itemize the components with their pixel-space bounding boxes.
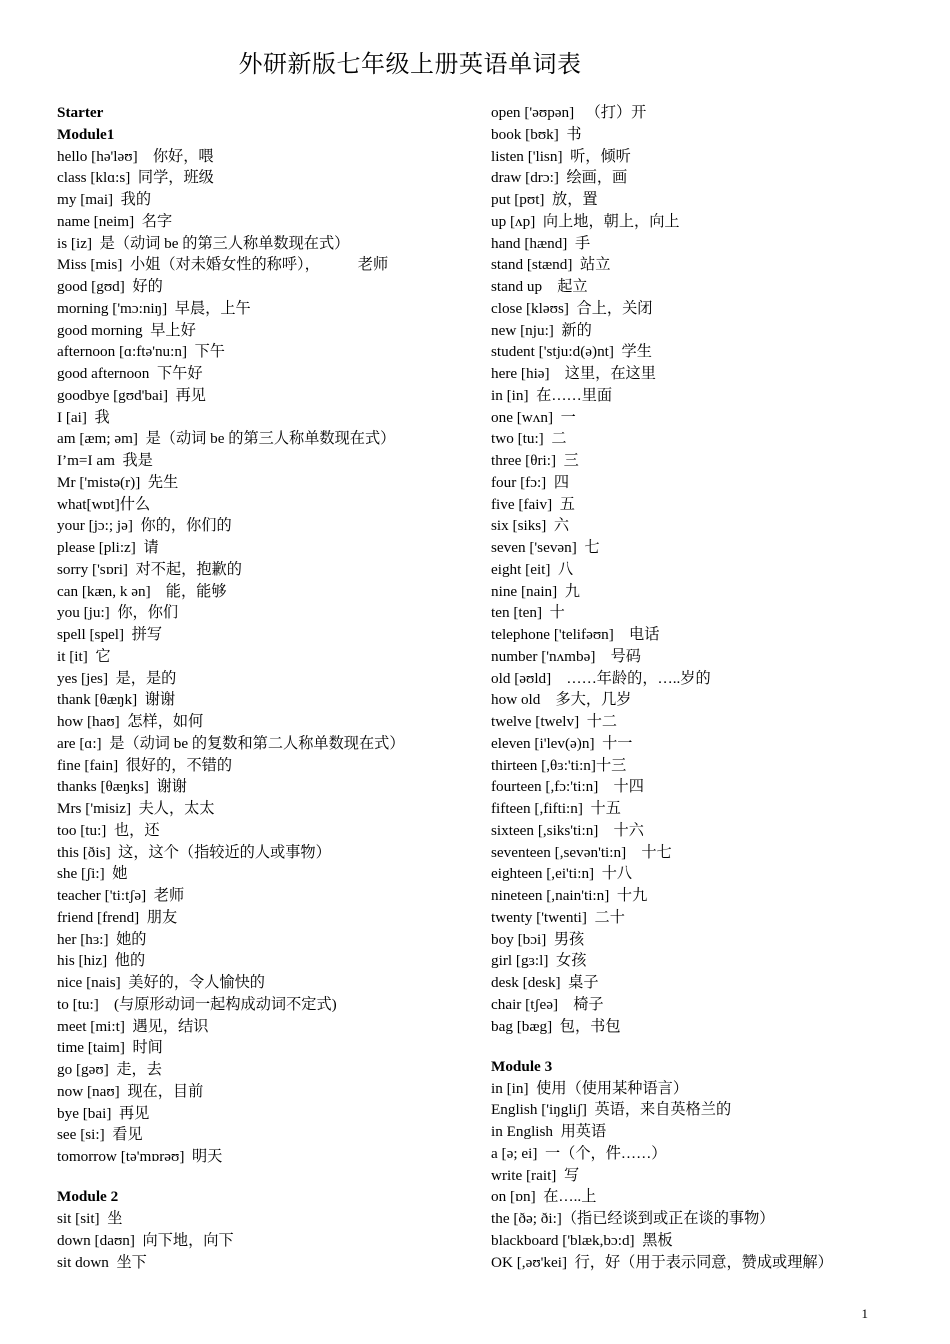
vocabulary-entry: she [ʃi:] 她 [57, 865, 128, 883]
vocabulary-entry: hand [hænd] 手 [491, 234, 591, 252]
vocabulary-entry: go [gəʊ] 走，去 [57, 1061, 162, 1078]
vocabulary-entry: draw [drɔ:] 绘画，画 [491, 169, 628, 187]
vocabulary-entry: a [ə; ei] 一（个，件……） [491, 1144, 667, 1162]
vocabulary-entry: are [ɑ:] 是（动词 be 的复数和第二人称单数现在式） [57, 734, 405, 752]
vocabulary-entry: I [ai] 我 [57, 408, 110, 426]
vocabulary-entry: I’m=I am 我是 [57, 452, 153, 469]
section-gap [491, 1037, 936, 1056]
vocabulary-entry: telephone ['telifəʊn] 电话 [491, 626, 660, 643]
vocabulary-entry: nice [nais] 美好的，令人愉快的 [57, 974, 265, 991]
vocabulary-entry: twelve [twelv] 十二 [491, 713, 618, 730]
vocabulary-entry: to [tu:] (与原形动词一起构成动词不定式) [57, 995, 337, 1013]
module-heading: Starter [57, 104, 104, 121]
vocabulary-entry: Miss [mis] 小姐（对未婚女性的称呼）， 老师 [57, 256, 389, 274]
vocabulary-entry: stand up 起立 [491, 278, 588, 295]
vocabulary-entry: thirteen [,θɜ:'ti:n]十三 [491, 756, 627, 774]
module-heading: Module1 [57, 125, 115, 143]
left-word-column [57, 102, 477, 1273]
vocabulary-entry: am [æm; əm] 是（动词 be 的第三人称单数现在式） [57, 430, 396, 448]
vocabulary-entry: Mrs ['misiz] 夫人，太太 [57, 800, 215, 817]
module-heading: Module 2 [57, 1188, 119, 1206]
vocabulary-entry: Mr ['mistə(r)] 先生 [57, 473, 179, 491]
vocabulary-entry: up [ʌp] 向上地，朝上，向上 [491, 212, 680, 230]
vocabulary-entry: teacher ['ti:tʃə] 老师 [57, 887, 185, 904]
vocabulary-entry: now [naʊ] 现在，目前 [57, 1082, 204, 1100]
vocabulary-entry: English ['iŋgliʃ] 英语，来自英格兰的 [491, 1101, 732, 1119]
vocabulary-entry: listen ['lisn] 听，倾听 [491, 147, 631, 165]
vocabulary-entry: fine [fain] 很好的，不错的 [57, 756, 233, 774]
vocabulary-entry: spell [spel] 拼写 [57, 626, 163, 643]
vocabulary-entry: down [daʊn] 向下地，向下 [57, 1231, 234, 1249]
vocabulary-entry: fourteen [,fɔ:'ti:n] 十四 [491, 778, 644, 796]
vocabulary-entry: you [ju:] 你，你们 [57, 604, 179, 622]
vocabulary-entry: my [mai] 我的 [57, 191, 152, 208]
vocabulary-entry: good afternoon 下午好 [57, 365, 203, 382]
vocabulary-entry: blackboard ['blæk,bɔ:d] 黑板 [491, 1231, 673, 1249]
vocabulary-entry: four [fɔ:] 四 [491, 473, 570, 491]
vocabulary-entry: is [iz] 是（动词 be 的第三人称单数现在式） [57, 234, 350, 252]
vocabulary-entry: goodbye [gʊd'bai] 再见 [57, 386, 206, 404]
vocabulary-entry: student ['stju:d(ə)nt] 学生 [491, 343, 652, 361]
vocabulary-entry: seven ['sevən] 七 [491, 539, 600, 556]
vocabulary-entry: thanks [θæŋks] 谢谢 [57, 778, 187, 796]
vocabulary-entry: bag [bæg] 包，书包 [491, 1017, 621, 1035]
vocabulary-entry: OK [,əʊ'kei] 行，好（用于表示同意，赞成或理解） [491, 1253, 833, 1271]
vocabulary-entry: sorry ['sɒri] 对不起，抱歉的 [57, 560, 242, 578]
right-word-column [491, 102, 936, 1273]
vocabulary-entry: stand [stænd] 站立 [491, 256, 611, 274]
vocabulary-entry: eighteen [,ei'ti:n] 十八 [491, 865, 633, 883]
vocabulary-entry: six [siks] 六 [491, 517, 570, 535]
vocabulary-entry: good [gʊd] 好的 [57, 278, 163, 295]
vocabulary-entry: in English 用英语 [491, 1123, 607, 1140]
vocabulary-entry: fifteen [,fifti:n] 十五 [491, 800, 621, 817]
vocabulary-entry: three [θri:] 三 [491, 452, 579, 469]
vocabulary-entry: one [wʌn] 一 [491, 408, 576, 426]
vocabulary-entry: sit [sit] 坐 [57, 1210, 123, 1227]
vocabulary-entry: on [ɒn] 在…..上 [491, 1188, 597, 1206]
vocabulary-entry: nine [nain] 九 [491, 582, 580, 600]
vocabulary-entry: class [klɑ:s] 同学，班级 [57, 169, 214, 187]
vocabulary-entry: can [kæn, k ən] 能，能够 [57, 582, 227, 600]
vocabulary-entry: this [ðis] 这，这个（指较近的人或事物） [57, 843, 331, 861]
vocabulary-entry: here [hiə] 这里，在这里 [491, 365, 656, 382]
vocabulary-entry: tomorrow [tə'mɒrəʊ] 明天 [57, 1148, 223, 1165]
vocabulary-entry: sit down 坐下 [57, 1253, 147, 1271]
vocabulary-entry: thank [θæŋk] 谢谢 [57, 691, 176, 709]
vocabulary-entry: old [əʊld] ……年龄的，…..岁的 [491, 669, 711, 687]
vocabulary-entry: desk [desk] 桌子 [491, 974, 599, 991]
vocabulary-entry: close [kləʊs] 合上，关闭 [491, 299, 653, 317]
vocabulary-entry: it [it] 它 [57, 647, 111, 665]
vocabulary-entry: new [nju:] 新的 [491, 321, 592, 339]
vocabulary-entry: the [ðə; ði:]（指已经谈到或正在谈的事物） [491, 1210, 775, 1227]
vocabulary-entry: write [rait] 写 [491, 1166, 580, 1184]
document-title: 外研新版七年级上册英语单词表 [238, 50, 582, 78]
vocabulary-entry: two [tu:] 二 [491, 430, 567, 448]
vocabulary-entry: number ['nʌmbə] 号码 [491, 647, 641, 665]
section-gap [57, 1168, 477, 1187]
vocabulary-entry: book [bʊk] 书 [491, 125, 582, 143]
vocabulary-entry: twenty ['twenti] 二十 [491, 908, 625, 926]
vocabulary-entry: in [in] 在……里面 [491, 386, 613, 404]
vocabulary-entry: please [pli:z] 请 [57, 539, 159, 556]
vocabulary-entry: how [haʊ] 怎样，如何 [57, 713, 204, 730]
vocabulary-entry: sixteen [,siks'ti:n] 十六 [491, 821, 644, 839]
vocabulary-entry: how old 多大，几岁 [491, 691, 632, 709]
vocabulary-entry: his [hiz] 他的 [57, 952, 146, 970]
vocabulary-entry: bye [bai] 再见 [57, 1104, 150, 1122]
vocabulary-entry: name [neim] 名字 [57, 212, 173, 230]
module-heading: Module 3 [491, 1057, 553, 1075]
vocabulary-entry: nineteen [,nain'ti:n] 十九 [491, 887, 648, 904]
vocabulary-entry: morning ['mɔ:niŋ] 早晨，上午 [57, 299, 251, 317]
vocabulary-entry: boy [bɔi] 男孩 [491, 930, 585, 948]
vocabulary-entry: put [pʊt] 放，置 [491, 191, 598, 208]
vocabulary-entry: in [in] 使用（使用某种语言） [491, 1079, 689, 1097]
vocabulary-entry: chair [tʃeə] 椅子 [491, 995, 604, 1013]
vocabulary-entry: friend [frend] 朋友 [57, 908, 178, 926]
vocabulary-entry: open ['əʊpən] （打）开 [491, 104, 647, 121]
vocabulary-entry: afternoon [ɑ:ftə'nu:n] 下午 [57, 343, 225, 361]
vocabulary-entry: ten [ten] 十 [491, 604, 565, 622]
vocabulary-entry: seventeen [,sevən'ti:n] 十七 [491, 843, 672, 861]
page-number: 1 [861, 1306, 868, 1321]
vocabulary-entry: too [tu:] 也，还 [57, 821, 160, 839]
vocabulary-entry: her [hɜ:] 她的 [57, 930, 147, 948]
vocabulary-entry: good morning 早上好 [57, 321, 196, 339]
vocabulary-entry: girl [gɜ:l] 女孩 [491, 952, 587, 970]
vocabulary-entry: five [faiv] 五 [491, 495, 575, 513]
vocabulary-entry: eight [eit] 八 [491, 560, 574, 578]
vocabulary-entry: time [taim] 时间 [57, 1039, 163, 1057]
vocabulary-entry: meet [mi:t] 遇见，结识 [57, 1017, 209, 1035]
vocabulary-entry: see [si:] 看见 [57, 1126, 143, 1144]
vocabulary-entry: eleven [i'lev(ə)n] 十一 [491, 734, 633, 752]
vocabulary-entry: your [jɔ:; jə] 你的，你们的 [57, 517, 232, 535]
vocabulary-entry: hello [hə'ləʊ] 你好，喂 [57, 147, 214, 165]
vocabulary-entry: what[wɒt]什么 [57, 495, 151, 513]
vocabulary-entry: yes [jes] 是，是的 [57, 669, 177, 687]
